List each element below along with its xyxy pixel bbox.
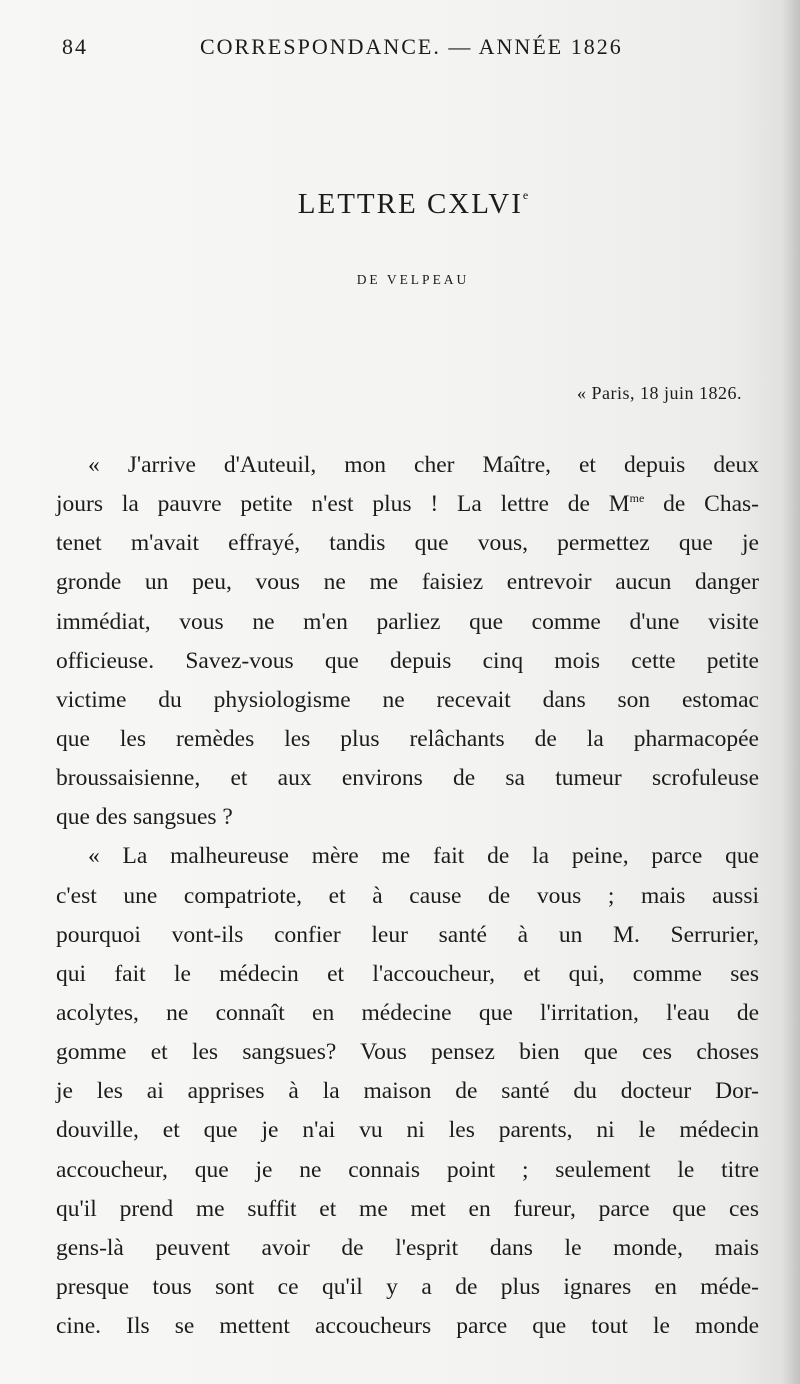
body-line-text: jours la pauvre petite n'est plus ! La lettre de M <box>56 491 630 518</box>
body-line: « J'arrive d'Auteuil, mon cher Maître, et depuis deux <box>88 452 759 478</box>
body-line: que des sangsues ? <box>56 804 233 831</box>
body-line: je les ai apprises à la maison de santé du docteur Dor- <box>56 1078 759 1105</box>
letter-body <box>56 446 759 1346</box>
body-line: gomme et les sangsues? Vous pensez bien que ces choses <box>56 1039 759 1066</box>
running-head-title: CORRESPONDANCE. — ANNÉE 1826 <box>200 34 623 59</box>
body-line: « La malheureuse mère me fait de la peine, parce que <box>88 843 759 870</box>
body-line <box>56 485 759 524</box>
body-line: pourquoi vont-ils confier leur santé à un M. Serrurier, <box>56 921 759 948</box>
letter-dateline: « Paris, 18 juin 1826. <box>576 383 742 403</box>
body-line: qui fait le médecin et l'accoucheur, et qui, comme ses <box>56 960 759 987</box>
letter-author: DE VELPEAU <box>356 272 470 287</box>
body-line: douville, et que je n'ai vu ni les parents, ni le médecin <box>56 1117 759 1144</box>
body-line: accoucheur, que je ne connais point ; seulement le titre <box>56 1156 759 1183</box>
body-line: officieuse. Savez-vous que depuis cinq mois cette petite <box>56 647 759 674</box>
body-line-superscript: me <box>629 491 645 506</box>
letter-title-text: LETTRE CXLVI <box>297 188 523 220</box>
page-number: 84 <box>62 34 88 59</box>
body-line-tail: de Chas- <box>644 491 759 518</box>
body-line: immédiat, vous ne m'en parliez que comme d'une visite <box>56 608 759 635</box>
body-line: presque tous sont ce qu'il y a de plus ignares en méde- <box>56 1273 759 1300</box>
letter-title <box>0 188 800 221</box>
body-line: broussaisienne, et aux environs de sa tumeur scrofuleuse <box>56 765 759 792</box>
body-line: que les remèdes les plus relâchants de la pharmacopée <box>56 725 759 752</box>
body-line: tenet m'avait effrayé, tandis que vous, permettez que je <box>56 530 759 557</box>
body-line: qu'il prend me suffit et me met en fureur, parce que ces <box>56 1195 759 1222</box>
running-head <box>62 34 742 60</box>
body-line: c'est une compatriote, et à cause de vous ; mais aussi <box>56 882 759 909</box>
body-line: victime du physiologisme ne recevait dans son estomac <box>56 686 759 713</box>
body-line: cine. Ils se mettent accoucheurs parce que tout le monde <box>56 1313 759 1340</box>
body-line: gens-là peuvent avoir de l'esprit dans le monde, mais <box>56 1234 759 1261</box>
body-line: acolytes, ne connaît en médecine que l'irritation, l'eau de <box>56 999 759 1026</box>
body-line: gronde un peu, vous ne me faisiez entrevoir aucun danger <box>56 569 759 596</box>
letter-title-superscript: e <box>522 188 529 202</box>
